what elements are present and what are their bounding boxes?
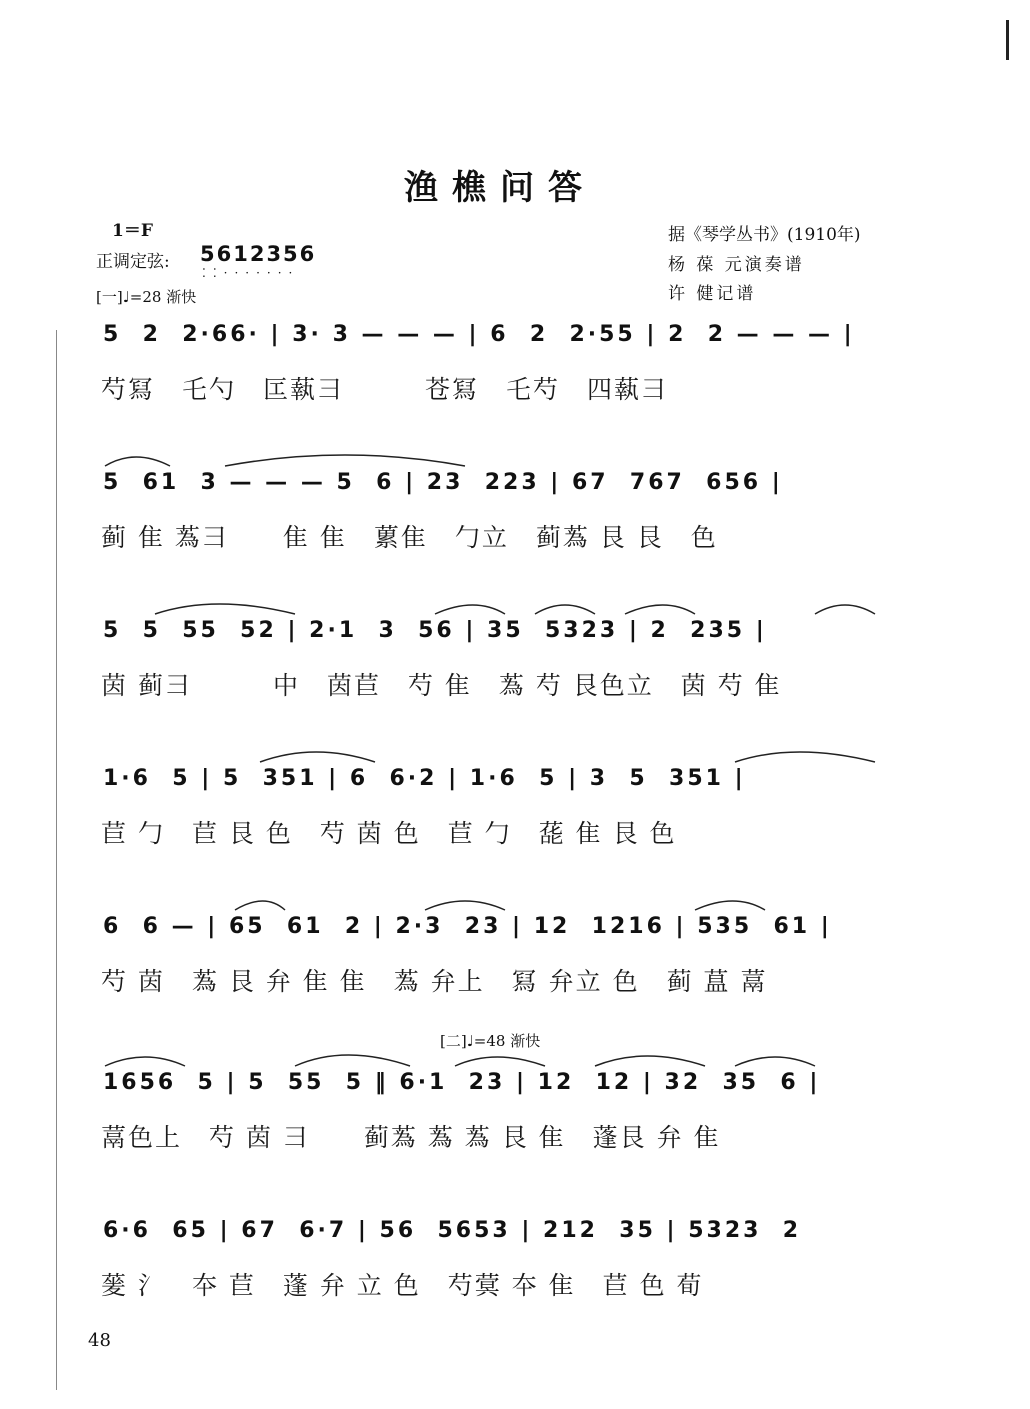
performer-note: 杨 葆 元演奏谱 — [668, 255, 805, 275]
jianpu-notes: 5 2 2·66· | 3· 3 — — — | 6 2 2·55 | 2 2 — — — | — [103, 322, 855, 347]
jianzi-tablature: 蓌 氵 夲 苣 蓬 弁 立 色 芍蓂 夲 隹 苣 色 荀 — [101, 1271, 704, 1300]
octave-dots: ⁚⁚······· — [202, 266, 300, 280]
jianzi-tablature: 蒚色上 芍 茵 ⺕ 蓟蒍 蒍 蒍 艮 隹 蓬艮 弁 隹 — [101, 1123, 721, 1152]
jianzi-tablature: 芍 茵 蒍 艮 弁 隹 隹 蒍 弁上 冩 弁立 色 蓟 蒀 蒚 — [101, 967, 768, 996]
jianpu-notes: 1656 5 | 5 55 5 ‖ 6·1 23 | 12 12 | 32 35 6 | — [103, 1070, 821, 1095]
key-signature: 1＝F — [112, 221, 153, 241]
section1-tempo: [一]♩=28 渐快 — [96, 288, 197, 306]
jianzi-tablature: 蓟 隹 蒍⺕ 隹 隹 蔂隹 勹立 蓟蒍 艮 艮 色 — [101, 523, 718, 552]
recorder-note: 许 健记谱 — [668, 284, 757, 304]
jianzi-tablature: 苣 勹 苣 艮 色 芍 茵 色 苣 勹 蒊 隹 艮 色 — [101, 819, 677, 848]
page-edge-mark — [1006, 20, 1009, 60]
binding-rule — [56, 330, 57, 1390]
jianpu-notes: 5 61 3 — — — 5 6 | 23 223 | 67 767 656 | — [103, 470, 783, 495]
page-title: 渔樵问答 — [404, 168, 596, 208]
jianpu-notes: 6 6 — | 65 61 2 | 2·3 23 | 12 1216 | 535 61 | — [103, 914, 832, 939]
section2-tempo: [二]♩=48 渐快 — [440, 1032, 541, 1050]
jianpu-notes: 6·6 65 | 67 6·7 | 56 5653 | 212 35 | 5323 2 — [103, 1218, 802, 1243]
jianpu-notes: 1·6 5 | 5 351 | 6 6·2 | 1·6 5 | 3 5 351 | — [103, 766, 746, 791]
tuning-notes: 5612356 — [200, 242, 317, 266]
jianpu-notes: 5 5 55 52 | 2·1 3 56 | 35 5323 | 2 235 | — [103, 618, 767, 643]
jianzi-tablature: 茵 蓟⺕ 中 茵苣 芍 隹 蒍 芍 艮色立 茵 芍 隹 — [101, 671, 782, 700]
tuning-label: 正调定弦: — [96, 252, 170, 272]
page-number: 48 — [88, 1330, 111, 1351]
jianzi-tablature: 芍冩 乇勺 匞蓻⺕ 苍冩 乇芍 四蓻⺕ — [101, 375, 669, 404]
source-note: 据《琴学丛书》(1910年) — [668, 225, 861, 245]
